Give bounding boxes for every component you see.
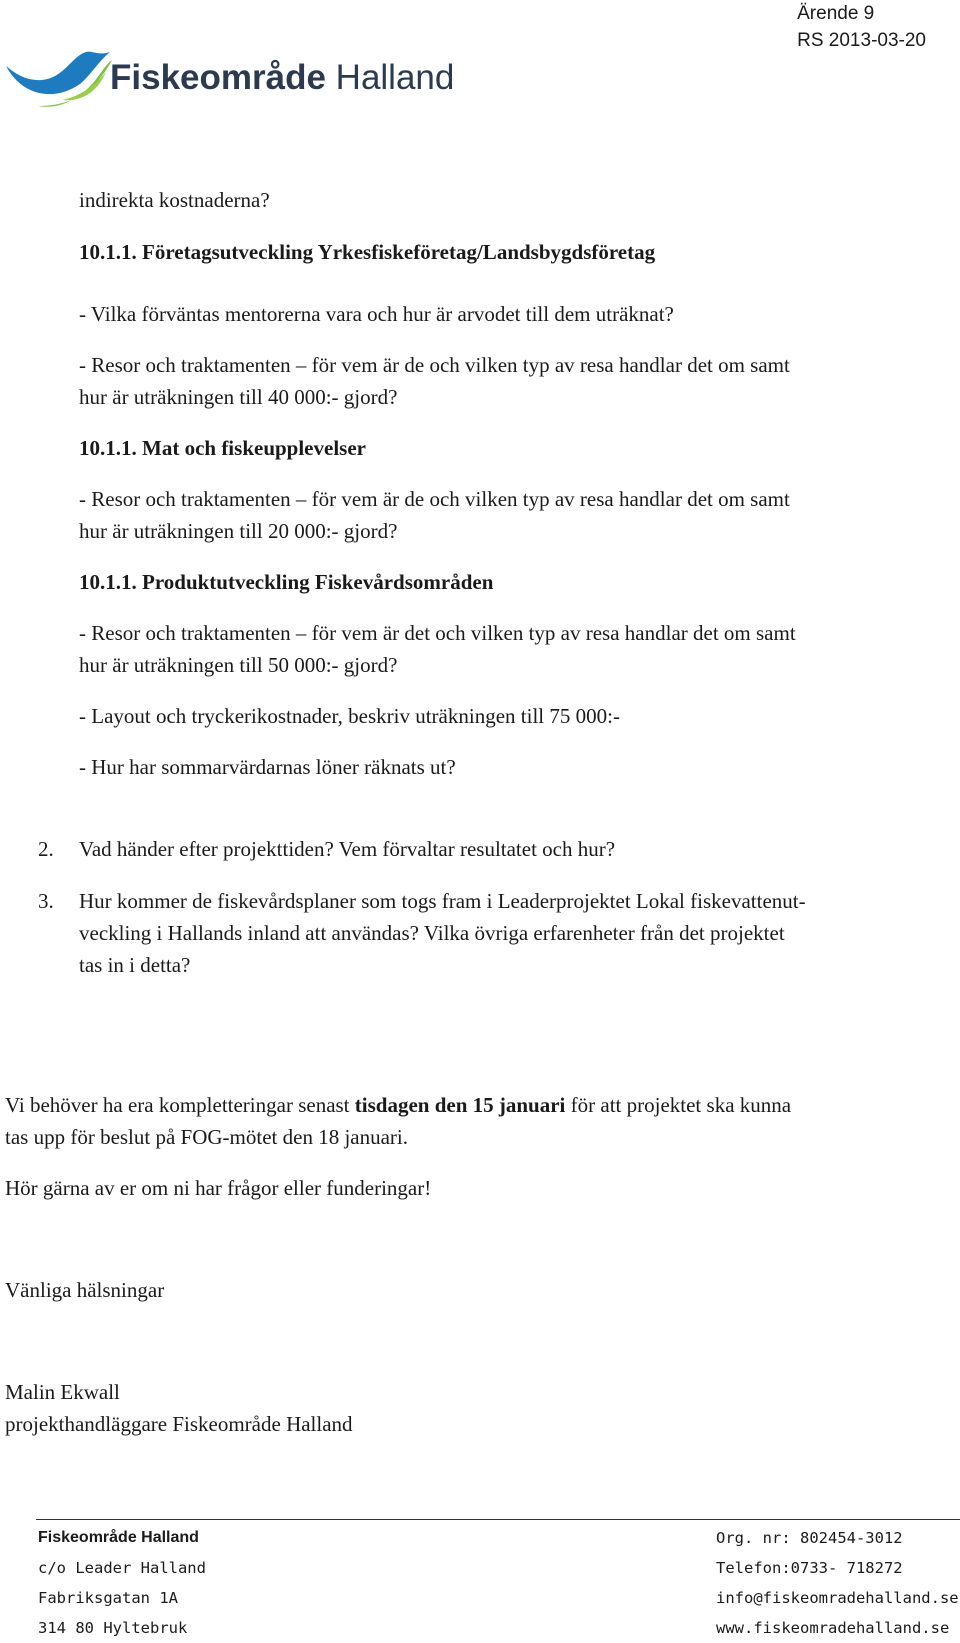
logo-wordmark — [110, 58, 454, 98]
contact-invitation: Hör gärna av er om ni har frågor eller funderingar! — [5, 1176, 432, 1200]
footer-email[interactable]: info@fiskeomradehalland.se — [716, 1589, 959, 1607]
question-projekttiden: Vad händer efter projekttiden? Vem förvaltar resultatet och hur? — [79, 837, 616, 861]
footer-co: c/o Leader Halland — [38, 1559, 206, 1577]
footer-phone: Telefon:0733- 718272 — [716, 1559, 903, 1577]
question-fiskevardsplaner-line3: tas in i detta? — [79, 953, 191, 977]
request-deadline-line2: tas upp för beslut på FOG-mötet den 18 januari. — [5, 1125, 408, 1149]
question-resor-1-line1: - Resor och traktamenten – för vem är de och vilken typ av resa handlar det om samt — [79, 353, 790, 377]
logo-word-fiskeomrade: Fiskeområde — [110, 58, 326, 97]
question-sommarvardar: - Hur har sommarvärdarnas löner räknats ut? — [79, 755, 456, 779]
question-resor-2-line2: hur är uträkningen till 20 000:- gjord? — [79, 519, 398, 543]
rs-date: RS 2013-03-20 — [797, 30, 926, 51]
footer-street: Fabriksgatan 1A — [38, 1589, 178, 1607]
request-text-pre: Vi behöver ha era kompletteringar senast — [5, 1093, 355, 1117]
request-text-post: för att projektet ska kunna — [565, 1093, 792, 1117]
signature-title: projekthandläggare Fiskeområde Halland — [5, 1412, 353, 1436]
signature-name: Malin Ekwall — [5, 1380, 120, 1404]
question-resor-3-line2: hur är uträkningen till 50 000:- gjord? — [79, 653, 398, 677]
footer-city: 314 80 Hyltebruk — [38, 1619, 188, 1637]
section-heading-mat: 10.1.1. Mat och fiskeupplevelser — [79, 436, 366, 460]
arende-label: Ärende 9 — [797, 3, 875, 24]
section-heading-foretagsutveckling: 10.1.1. Företagsutveckling Yrkesfiskeföretag/Landsbygdsföretag — [79, 240, 656, 264]
question-fiskevardsplaner-line2: veckling i Hallands inland att användas? Vilka övriga erfarenheter från det projektet — [79, 921, 785, 945]
item-number-2: 2. — [38, 837, 54, 861]
footer-org-name: Fiskeområde Halland — [38, 1529, 199, 1546]
request-deadline-line1 — [5, 1089, 791, 1121]
request-deadline-date: tisdagen den 15 januari — [354, 1093, 566, 1117]
document-reference — [797, 0, 926, 54]
question-resor-2-line1: - Resor och traktamenten – för vem är de och vilken typ av resa handlar det om samt — [79, 487, 790, 511]
line-indirekta: indirekta kostnaderna? — [79, 188, 270, 212]
footer-divider — [36, 1519, 960, 1520]
item-number-3: 3. — [38, 889, 54, 913]
footer-org-number: Org. nr: 802454-3012 — [716, 1529, 903, 1547]
footer-website[interactable]: www.fiskeomradehalland.se — [716, 1619, 950, 1637]
greeting: Vänliga hälsningar — [5, 1278, 165, 1302]
question-resor-1-line2: hur är uträkningen till 40 000:- gjord? — [79, 385, 398, 409]
question-mentorer: - Vilka förväntas mentorerna vara och hur är arvodet till dem uträknat? — [79, 302, 674, 326]
question-layout: - Layout och tryckerikostnader, beskriv uträkningen till 75 000:- — [79, 704, 620, 728]
question-resor-3-line1: - Resor och traktamenten – för vem är det och vilken typ av resa handlar det om samt — [79, 621, 796, 645]
section-heading-produktutveckling: 10.1.1. Produktutveckling Fiskevårdsområden — [79, 570, 494, 594]
question-fiskevardsplaner-line1: Hur kommer de fiskevårdsplaner som togs fram i Leaderprojektet Lokal fiskevattenut- — [79, 889, 806, 913]
logo-word-halland: Halland — [325, 58, 455, 97]
